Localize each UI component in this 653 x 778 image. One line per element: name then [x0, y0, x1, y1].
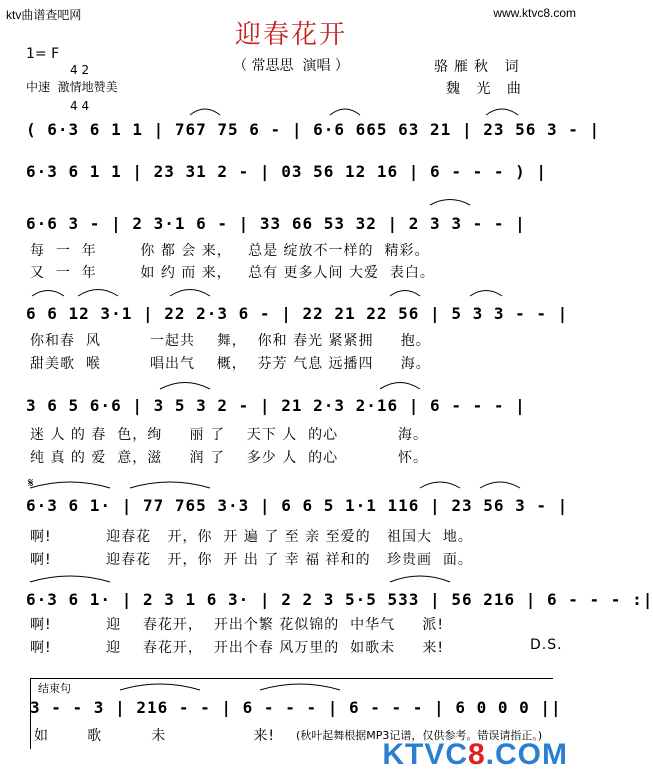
lyric-line: 又 一 年 如 约 而 来， 总有 更多人间 大爱 表白。 [30, 265, 435, 281]
footnote: (秋叶起舞根据MP3记谱，仅供参考。错误请指正。) [296, 729, 543, 742]
lyric-line: 如 歌 未 来! [34, 728, 276, 744]
site-url-right: www.ktvc8.com [493, 6, 576, 20]
ending-label: 结束句 [38, 682, 71, 695]
lyricist-credit: 骆雁秋 词 [434, 59, 525, 75]
ds-marker: D.S. [530, 637, 563, 653]
lyric-line: 啊! 迎 春花开， 开出个春 风万里的 如歌未 来! [30, 640, 445, 656]
lyric-line: 迷 人 的 春 色，绚 丽 了 天下 人 的心 海。 [30, 427, 429, 443]
time-signature-top: 4 2 [70, 63, 90, 77]
key-signature: 1= F [26, 46, 60, 62]
tempo-marking: 中速 激情地赞美 [26, 80, 118, 94]
watermark-text-right: .COM [485, 738, 568, 771]
watermark-logo [382, 738, 568, 772]
time-signature-bottom: 4 4 [70, 99, 90, 113]
lyric-line: 甜美歌 喉 唱出气 概， 芬芳 气息 远播四 海。 [30, 356, 431, 372]
watermark-text-left: KTVC [382, 738, 468, 771]
notation-line: 6·6 3 - | 2 3·1 6 - | 33 66 53 32 | 2 3 3 - - | [26, 214, 526, 233]
lyric-line: 纯 真 的 爱 意，滋 润 了 多少 人 的心 怀。 [30, 450, 429, 466]
lyric-line: 每 一 年 你 都 会 来， 总是 绽放不一样的 精彩。 [30, 243, 430, 259]
watermark-text-number: 8 [467, 738, 486, 771]
lyric-line: 啊! 迎 春花开， 开出个繁 花似锦的 中华气 派! [30, 617, 445, 633]
segno-sign: 𝄋 [28, 476, 34, 491]
notation-line: 6·3 6 1 1 | 23 31 2 - | 03 56 12 16 | 6 - - - ) | [26, 162, 548, 181]
notation-line: 6 6 12 3·1 | 22 2·3 6 - | 22 21 22 56 | 5 3 3 - - | [26, 304, 569, 323]
notation-line: ( 6·3 6 1 1 | 767 75 6 - | 6·6 665 63 21 | 23 56 3 - | [26, 120, 601, 139]
notation-line: 6·3 6 1· | 77 765 3·3 | 6 6 5 1·1 116 | 23 56 3 - | [26, 496, 569, 515]
lyric-line: 你和春 风 一起共 舞， 你和 春光 紧紧拥 抱。 [30, 333, 431, 349]
song-title: 迎春花开 [234, 20, 347, 50]
notation-line: 6·3 6 1· | 2 3 1 6 3· | 2 2 3 5·5 533 | 56 216 | 6 - - - :| [26, 590, 653, 609]
notation-line: 3 6 5 6·6 | 3 5 3 2 - | 21 2·3 2·16 | 6 - - - | [26, 396, 526, 415]
composer-credit: 魏 光 曲 [446, 81, 527, 97]
lyric-line: 啊! 迎春花 开，你 开 遍 了 至 亲 至爱的 祖国大 地。 [30, 529, 473, 545]
site-name-left: ktv曲谱查吧网 [6, 8, 82, 22]
lyric-line: 啊! 迎春花 开，你 开 出 了 幸 福 祥和的 珍贵画 面。 [30, 552, 473, 568]
notation-line: 3 - - 3 | 216 - - | 6 - - - | 6 - - - | 6 0 0 0 || [30, 698, 562, 717]
performer-line: （ 常思思 演唱 ） [233, 58, 349, 74]
